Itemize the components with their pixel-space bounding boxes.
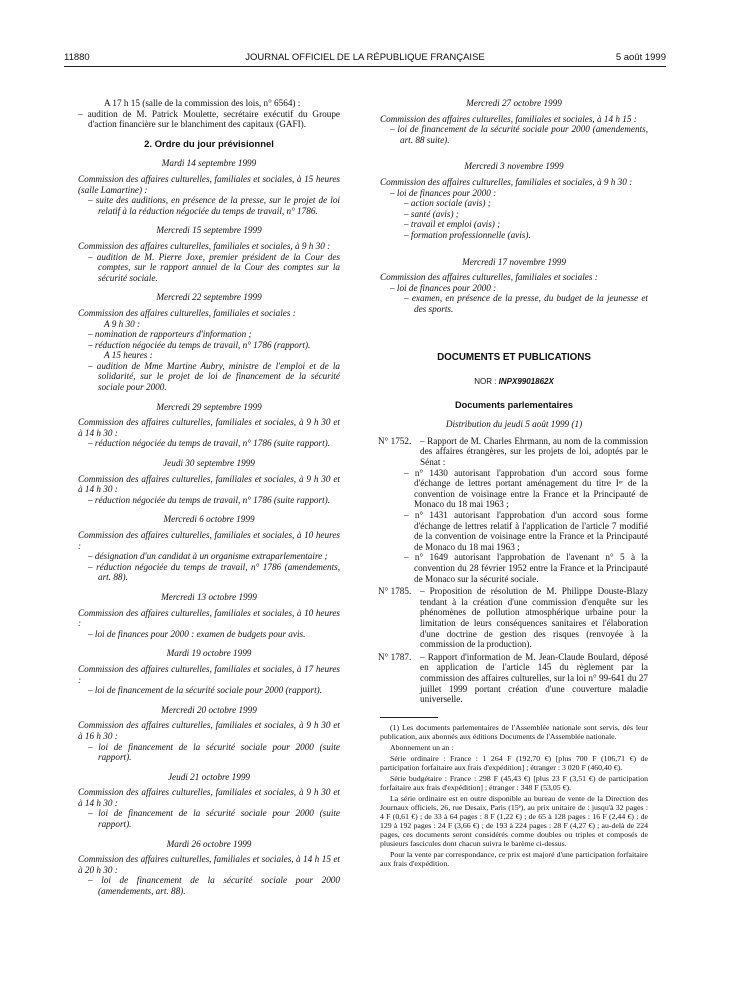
commission-line: Commission des affaires culturelles, familiales et sociales, à 9 h 30 et à 16 h 30 : [78,720,340,741]
footnote: Série ordinaire : France : 1 264 F (192,70 €) [plus 700 F (106,71 €) de participation forfaitaire aux frais d'expédition] ; étranger : 3 020 F (460,40 €). [380,753,648,772]
commission-line: Commission des affaires culturelles, familiales et sociales, à 9 h 30 : [380,176,633,187]
session-date: Mercredi 22 septembre 1999 [156,292,262,303]
session-date: Mardi 19 octobre 1999 [166,648,252,659]
commission-line: Commission des affaires culturelles, familiales et sociales, à 17 heures : [78,663,340,685]
page-number: 11880 [64,52,90,63]
agenda-item: – loi de financement de la sécurité sociale pour 2000 (amendements, art. 88). [88,875,340,897]
document-number: N° 1787. [378,651,412,662]
agenda-item: – audition de M. Patrick Moulette, secrétaire exécutif du Groupe d'action financière sur le blanchiment des capitaux (GAFI). [78,108,340,130]
commission-line: Commission des affaires culturelles, familiales et sociales, à 9 h 30 et à 14 h 30 : [78,417,340,438]
agenda-subitem: – santé (avis) ; [404,208,459,219]
commission-line: Commission des affaires culturelles, familiales et sociales, à 14 h 15 et à 20 h 30 : [78,854,340,875]
intro-line: A 17 h 15 (salle de la commission des lois, n° 6564) : [104,98,301,108]
document-subitem: – n° 1431 autorisant l'approbation d'un accord sous forme d'échange de lettres relatif à l'application de l'article 7 modifié de la convention de voisinage entre la France et la Principauté de Monaco du 18 mai 1963 ; [404,510,648,552]
footnote: La série ordinaire est en outre disponible au bureau de vente de la Direction des Journaux officiels, 26, rue Desaix, Paris (15ᵉ), au prix unitaire de : jusqu'à 32 pages : 4 F (0,61 €) ; de 33 à 64 pages : 8 F (1,22 €) ; de 65 à 128 pages : 16 F (2,44 €) ; de 129 à 192 pages : 24 F (3,66 €) ; de 193 à 224 pages : 28 F (4,27 €) ; au-delà de 224 pages, ces documents seront considérés comme doubles ou triples et composés de plusieurs fascicules dont chacun suivra le barème ci-dessus. [380,793,648,848]
commission-line: Commission des affaires culturelles, familiales et sociales, à 14 h 15 : [380,113,637,124]
footnote: Série budgétaire : France : 298 F (45,43 €) [plus 23 F (3,51 €) de participation forfaitaire aux frais d'expédition] ; étranger : 348 F (53,05 €). [380,773,648,792]
journal-title: JOURNAL OFFICIEL DE LA RÉPUBLIQUE FRANÇAISE [245,52,485,63]
documents-subheading: Documents parlementaires [455,399,573,410]
left-column [78,98,340,897]
agenda-subitem: – action sociale (avis) ; [404,198,491,209]
commission-line: Commission des affaires culturelles, familiales et sociales, à 10 heures : [78,607,340,629]
session-date: Mercredi 17 novembre 1999 [462,256,566,267]
session-date: Mercredi 3 novembre 1999 [464,161,564,172]
footnote: (1) Les documents parlementaires de l'Assemblée nationale sont servis, dès leur publication, aux abonnés aux éditions Documents de l'Assemblée nationale. [380,722,648,741]
nor-reference [380,377,648,388]
commission-line: Commission des affaires culturelles, familiales et sociales : [380,272,598,283]
agenda-item: – loi de financement de la sécurité sociale pour 2000 (suite rapport). [88,741,340,763]
document-entry [380,586,648,650]
time-line: A 15 heures : [104,350,153,361]
agenda-subitem: – examen, en présence de la presse, du budget de la jeunesse et des sports. [404,293,648,314]
session-date: Mercredi 13 octobre 1999 [161,591,257,602]
agenda-item: – loi de financement de la sécurité sociale pour 2000 (rapport). [88,685,322,696]
document-entry [380,652,648,705]
commission-line: Commission des affaires culturelles, familiales et sociales, à 9 h 30 : [78,240,331,251]
document-text: – Rapport de M. Charles Ehrmann, au nom de la commission des affaires étrangères, sur les projets de loi, adoptés par le Sénat : [420,435,648,468]
session-date: Mercredi 29 septembre 1999 [156,401,262,412]
document-subitem: – n° 1649 autorisant l'approbation de l'avenant n° 5 à la convention du 28 février 1952 entre la France et la Principauté de Monaco sur la sécurité sociale. [404,552,648,584]
document-number: N° 1785. [378,586,412,597]
issue-date: 5 août 1999 [615,52,666,63]
footnote-rule [380,717,438,718]
session-date: Jeudi 30 septembre 1999 [163,458,255,469]
footnote: Abonnement un an : [390,742,454,752]
commission-line: Commission des affaires culturelles, familiales et sociales, à 10 heures : [78,530,340,551]
agenda-subitem: – travail et emploi (avis) ; [404,219,501,230]
documents-heading: DOCUMENTS ET PUBLICATIONS [437,351,591,363]
commission-line: Commission des affaires culturelles, familiales et sociales : [78,307,296,318]
agenda-item: – réduction négociée du temps de travail, n° 1786 (suite rapport). [88,494,330,505]
commission-line: Commission des affaires culturelles, familiales et sociales, à 15 heures (salle Lamartine) : [78,173,340,195]
nor-code: INPX9901862X [498,377,554,387]
session-date: Mercredi 20 octobre 1999 [161,704,257,715]
commission-line: Commission des affaires culturelles, familiales et sociales, à 9 h 30 et à 14 h 30 : [78,473,340,495]
nor-label: NOR : [474,377,497,387]
footnote: Pour la vente par correspondance, ce prix est majoré d'une participation forfaitaire aux frais d'expédition. [380,849,648,868]
agenda-item: – loi de finances pour 2000 : examen de budgets pour avis. [88,628,306,639]
commission-line: Commission des affaires culturelles, familiales et sociales, à 9 h 30 et à 14 h 30 : [78,787,340,808]
right-column [380,98,648,870]
agenda-item: – réduction négociée du temps de travail, n° 1786 (suite rapport). [88,438,330,449]
section-heading: 2. Ordre du jour prévisionnel [144,138,274,150]
agenda-item: – audition de Mme Martine Aubry, ministre de l'emploi et de la solidarité, sur le projet de loi de financement de la sécurité sociale pour 2000. [88,360,340,393]
session-date: Jeudi 21 octobre 1999 [167,771,251,782]
distribution-line: Distribution du jeudi 5 août 1999 (1) [445,419,583,430]
session-date: Mardi 14 septembre 1999 [161,158,257,169]
session-date: Mercredi 15 septembre 1999 [156,225,262,236]
agenda-item: – loi de financement de la sécurité sociale pour 2000 (suite rapport). [88,808,340,830]
agenda-item: – loi de finances pour 2000 : [390,282,497,293]
document-entry [380,436,648,468]
document-text: – Proposition de résolution de M. Philippe Douste-Blazy tendant à la création d'une commission d'enquête sur les phénomènes de pollution atmosphérique urbaine pour la limitation de leurs conséquences sanitaires et l'élaboration d'une doctrine de gestion des risques (renvoyée à la commission de la production). [420,586,648,650]
document-number: N° 1752. [378,435,412,446]
session-date: Mercredi 27 octobre 1999 [466,98,562,108]
session-date: Mardi 26 octobre 1999 [166,838,252,849]
agenda-item: – nomination de rapporteurs d'information ; [88,329,252,340]
agenda-item: – audition de M. Pierre Joxe, premier président de la Cour des comptes, sur le rapport annuel de la Cour des comptes sur la sécurité sociale. [88,251,340,283]
document-subitem: – n° 1430 autorisant l'approbation d'un accord sous forme d'échange de lettres portant aménagement du titre Iᵉʳ de la convention de voisinage entre la France et la Principauté de Monaco du 18 mai 1963 ; [404,467,648,510]
session-date: Mercredi 6 octobre 1999 [163,514,255,525]
agenda-item: – désignation d'un candidat à un organisme extraparlementaire ; [88,551,328,562]
agenda-item: – réduction négociée du temps de travail, n° 1786 (rapport). [88,339,311,350]
page-header [64,50,666,67]
agenda-item: – réduction négociée du temps de travail, n° 1786 (amendements, art. 88). [88,561,340,583]
agenda-subitem: – formation professionnelle (avis). [404,229,531,240]
agenda-item: – suite des auditions, en présence de la presse, sur le projet de loi relatif à la réduction négociée du temps de travail, n° 1786. [88,195,340,216]
time-line: A 9 h 30 : [104,318,141,329]
document-text: – Rapport d'information de M. Jean-Claude Boulard, déposé en application de l'article 145 du règlement par la commission des affaires culturelles, sur la loi n° 99-641 du 27 juillet 1999 portant création d'une couverture maladie universelle. [420,651,648,705]
agenda-item: – loi de finances pour 2000 : [390,187,497,198]
agenda-item: – loi de financement de la sécurité sociale pour 2000 (amendements, art. 88 suite). [390,124,648,145]
